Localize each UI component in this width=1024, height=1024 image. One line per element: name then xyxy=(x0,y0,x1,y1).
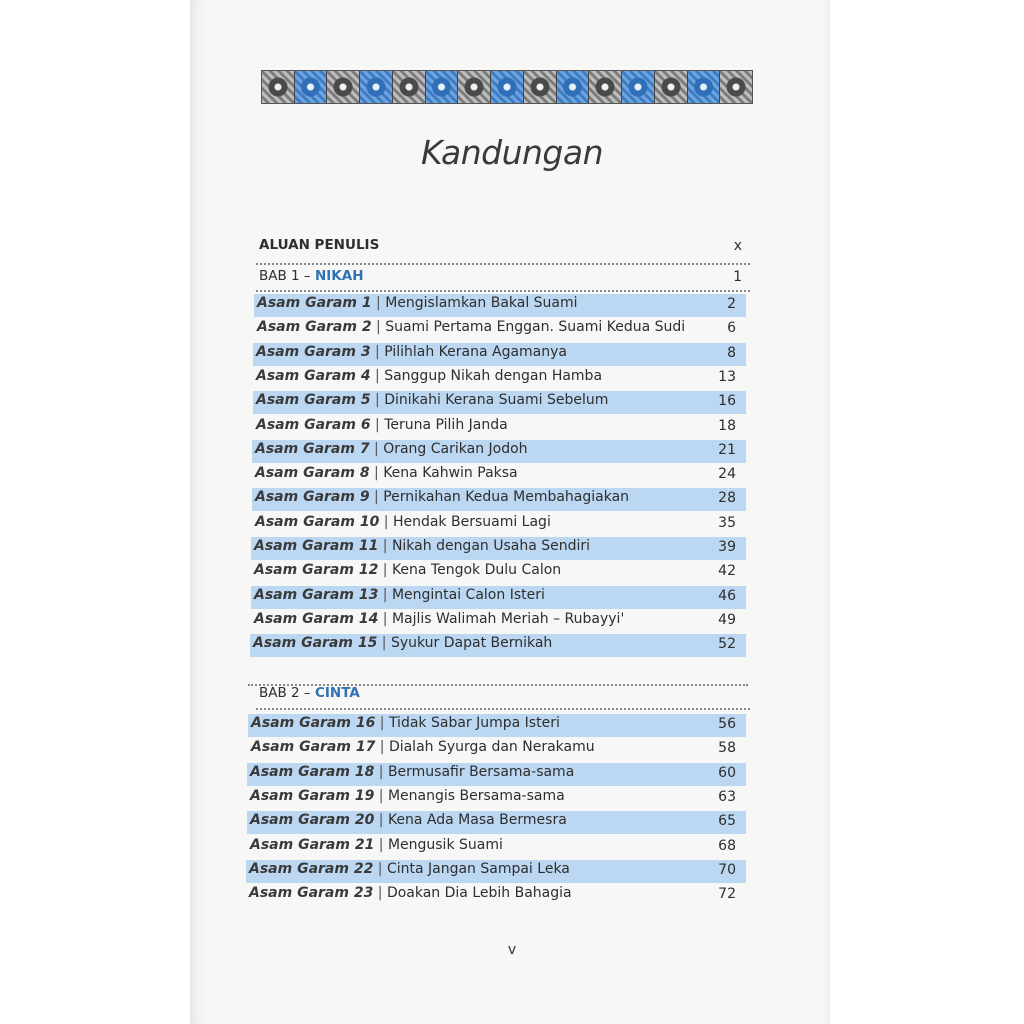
entry-title: Hendak Bersuami Lagi xyxy=(392,514,551,530)
entry-label xyxy=(255,465,518,481)
entry-page: 2 xyxy=(727,296,736,312)
toc-entry xyxy=(247,787,746,810)
entry-label xyxy=(257,319,685,335)
entry-page: 16 xyxy=(718,393,736,409)
chapter-heading xyxy=(256,267,750,290)
entry-title: Menangis Bersama-sama xyxy=(387,788,565,804)
entry-tag: Asam Garam 22 xyxy=(249,861,374,877)
entry-title: Syukur Dapat Bernikah xyxy=(390,635,553,651)
toc-entry xyxy=(253,367,746,390)
entry-tag: Asam Garam 14 xyxy=(254,611,379,627)
entry-label xyxy=(256,392,608,408)
entry-title: Cinta Jangan Sampai Leka xyxy=(386,861,570,877)
chapter-label xyxy=(259,685,360,701)
entry-title: Orang Carikan Jodoh xyxy=(383,441,528,457)
entry-label xyxy=(254,562,561,578)
entry-label xyxy=(249,861,570,877)
toc-preface xyxy=(256,236,750,259)
entry-separator: | xyxy=(378,587,392,603)
toc-entry xyxy=(248,714,746,737)
entry-separator: | xyxy=(374,812,388,828)
entry-label xyxy=(251,739,595,755)
entry-title: Kena Ada Masa Bermesra xyxy=(387,812,567,828)
entry-separator: | xyxy=(370,392,385,408)
entry-page: 13 xyxy=(718,369,736,385)
entry-tag: Asam Garam 11 xyxy=(254,538,379,554)
toc-entry xyxy=(252,440,746,463)
entry-label xyxy=(250,788,565,804)
preface-title: ALUAN PENULIS xyxy=(259,237,380,253)
toc-entry xyxy=(251,586,746,609)
entry-separator: | xyxy=(370,417,385,433)
entry-label xyxy=(254,538,590,554)
entry-label xyxy=(250,837,503,853)
entry-separator: | xyxy=(374,764,388,780)
entry-separator: | xyxy=(375,739,389,755)
entry-separator: | xyxy=(379,514,393,530)
entry-tag: Asam Garam 12 xyxy=(254,562,379,578)
entry-page: 58 xyxy=(718,740,736,756)
chapter-name: CINTA xyxy=(314,685,360,701)
entry-page: 28 xyxy=(718,490,736,506)
chapter-number: BAB 1 – xyxy=(259,268,315,284)
toc-entry xyxy=(254,318,746,341)
entry-tag: Asam Garam 21 xyxy=(250,837,375,853)
toc-entry xyxy=(247,763,746,786)
entry-separator: | xyxy=(374,788,388,804)
entry-page: 49 xyxy=(718,612,736,628)
entry-tag: Asam Garam 23 xyxy=(249,885,374,901)
toc-entry xyxy=(247,811,746,834)
entry-tag: Asam Garam 15 xyxy=(253,635,378,651)
entry-separator: | xyxy=(371,295,386,311)
entry-page: 60 xyxy=(718,765,736,781)
chapter-number: BAB 2 – xyxy=(259,685,315,701)
entry-separator: | xyxy=(369,489,384,505)
entry-separator: | xyxy=(378,611,392,627)
entry-tag: Asam Garam 10 xyxy=(255,514,380,530)
toc-entry xyxy=(248,738,746,761)
entry-tag: Asam Garam 20 xyxy=(250,812,375,828)
entry-separator: | xyxy=(373,861,387,877)
entry-title: Sanggup Nikah dengan Hamba xyxy=(384,368,603,384)
entry-tag: Asam Garam 16 xyxy=(251,715,376,731)
entry-title: Mengintai Calon Isteri xyxy=(391,587,545,603)
entry-separator: | xyxy=(370,368,385,384)
entry-tag: Asam Garam 3 xyxy=(256,344,371,360)
chapter-name: NIKAH xyxy=(314,268,364,284)
entry-page: 8 xyxy=(727,345,736,361)
entry-label xyxy=(256,368,602,384)
entry-title: Bermusafir Bersama-sama xyxy=(387,764,575,780)
entry-tag: Asam Garam 9 xyxy=(255,489,370,505)
entry-label xyxy=(255,514,551,530)
entry-label xyxy=(250,764,574,780)
entry-title: Pernikahan Kedua Membahagiakan xyxy=(383,489,630,505)
entry-tag: Asam Garam 1 xyxy=(257,295,372,311)
entry-separator: | xyxy=(378,538,392,554)
entry-separator: | xyxy=(369,465,384,481)
entry-tag: Asam Garam 13 xyxy=(254,587,379,603)
entry-separator: | xyxy=(370,344,385,360)
entry-label xyxy=(249,885,572,901)
toc-entry xyxy=(252,464,746,487)
entry-page: 72 xyxy=(718,886,736,902)
chapter-label xyxy=(259,268,364,284)
entry-label xyxy=(255,489,629,505)
toc-entry xyxy=(253,391,746,414)
toc-entry xyxy=(251,610,746,633)
entry-separator: | xyxy=(378,562,392,578)
entry-title: Nikah dengan Usaha Sendiri xyxy=(391,538,591,554)
entry-title: Pilihlah Kerana Agamanya xyxy=(384,344,568,360)
entry-title: Dialah Syurga dan Nerakamu xyxy=(388,739,595,755)
entry-separator: | xyxy=(371,319,386,335)
toc-entry xyxy=(254,294,746,317)
entry-label xyxy=(254,587,545,603)
entry-tag: Asam Garam 18 xyxy=(250,764,375,780)
entry-page: 63 xyxy=(718,789,736,805)
toc-entry xyxy=(253,416,746,439)
entry-label xyxy=(256,344,567,360)
entry-tag: Asam Garam 5 xyxy=(256,392,371,408)
entry-title: Doakan Dia Lebih Bahagia xyxy=(386,885,572,901)
entry-title: Kena Kahwin Paksa xyxy=(383,465,518,481)
toc-entry xyxy=(250,634,746,657)
entry-tag: Asam Garam 4 xyxy=(256,368,371,384)
chapter-page: 1 xyxy=(733,269,742,285)
entry-tag: Asam Garam 19 xyxy=(250,788,375,804)
toc-entry xyxy=(251,561,746,584)
preface-page: x xyxy=(733,238,742,254)
toc-entry xyxy=(253,343,746,366)
entry-tag: Asam Garam 8 xyxy=(255,465,370,481)
entry-separator: | xyxy=(375,715,389,731)
entry-title: Kena Tengok Dulu Calon xyxy=(391,562,562,578)
entry-page: 35 xyxy=(718,515,736,531)
entry-title: Tidak Sabar Jumpa Isteri xyxy=(388,715,560,731)
entry-page: 42 xyxy=(718,563,736,579)
entry-title: Dinikahi Kerana Suami Sebelum xyxy=(384,392,609,408)
entry-separator: | xyxy=(369,441,384,457)
entry-label xyxy=(251,715,560,731)
entry-label xyxy=(254,611,624,627)
entry-title: Mengusik Suami xyxy=(387,837,503,853)
page-title: Kandungan xyxy=(421,133,603,172)
entry-label xyxy=(255,441,528,457)
entry-tag: Asam Garam 6 xyxy=(256,417,371,433)
entry-page: 56 xyxy=(718,716,736,732)
entry-page: 70 xyxy=(718,862,736,878)
entry-separator: | xyxy=(374,837,388,853)
page-number: v xyxy=(507,942,517,958)
entry-page: 52 xyxy=(718,636,736,652)
entry-title: Teruna Pilih Janda xyxy=(384,417,508,433)
entry-label xyxy=(256,417,508,433)
dotted-separator xyxy=(256,708,750,710)
entry-page: 68 xyxy=(718,838,736,854)
entry-label xyxy=(257,295,578,311)
preface-label xyxy=(259,237,379,253)
toc-entry xyxy=(246,884,746,907)
toc-entry xyxy=(252,513,746,536)
chapter-heading xyxy=(256,684,750,707)
entry-tag: Asam Garam 2 xyxy=(257,319,372,335)
entry-page: 21 xyxy=(718,442,736,458)
entry-page: 39 xyxy=(718,539,736,555)
entry-label xyxy=(253,635,552,651)
entry-page: 6 xyxy=(727,320,736,336)
toc-entry xyxy=(246,860,746,883)
dotted-separator xyxy=(256,290,750,292)
entry-tag: Asam Garam 7 xyxy=(255,441,370,457)
toc-entry xyxy=(252,488,746,511)
entry-title: Suami Pertama Enggan. Suami Kedua Sudi xyxy=(385,319,686,335)
entry-label xyxy=(250,812,567,828)
entry-page: 65 xyxy=(718,813,736,829)
entry-page: 24 xyxy=(718,466,736,482)
dotted-separator xyxy=(256,263,750,265)
entry-tag: Asam Garam 17 xyxy=(251,739,376,755)
entry-page: 46 xyxy=(718,588,736,604)
entry-separator: | xyxy=(373,885,387,901)
entry-title: Mengislamkan Bakal Suami xyxy=(385,295,578,311)
entry-title: Majlis Walimah Meriah – Rubayyi' xyxy=(391,611,625,627)
toc-entry xyxy=(251,537,746,560)
toc-entry xyxy=(247,836,746,859)
entry-separator: | xyxy=(377,635,391,651)
entry-page: 18 xyxy=(718,418,736,434)
